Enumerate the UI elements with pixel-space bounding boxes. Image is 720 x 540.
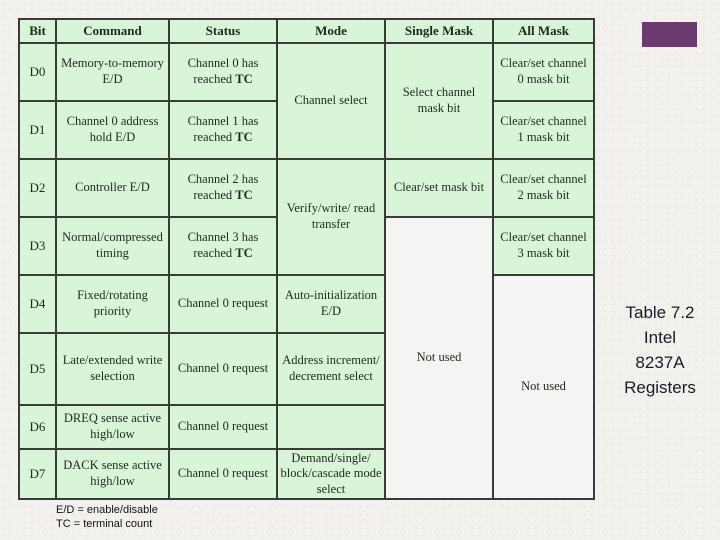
command-cell: Fixed/rotating priority bbox=[56, 275, 169, 333]
header-status: Status bbox=[169, 19, 277, 43]
status-text: Channel 0 has reached bbox=[187, 56, 259, 86]
command-cell: Memory-to-memory E/D bbox=[56, 43, 169, 101]
mode-cell bbox=[277, 405, 385, 449]
header-mode: Mode bbox=[277, 19, 385, 43]
bit-cell: D6 bbox=[19, 405, 56, 449]
header-command: Command bbox=[56, 19, 169, 43]
status-tc: TC bbox=[235, 188, 253, 202]
mode-cell: Address increment/ decrement select bbox=[277, 333, 385, 405]
register-table bbox=[18, 18, 593, 498]
status-cell: Channel 0 request bbox=[169, 405, 277, 449]
mode-cell: Auto-initialization E/D bbox=[277, 275, 385, 333]
header-row bbox=[19, 19, 594, 43]
header-all-mask: All Mask bbox=[493, 19, 594, 43]
bit-cell: D3 bbox=[19, 217, 56, 275]
single-mask-cell: Not used bbox=[385, 217, 493, 499]
footnotes bbox=[56, 503, 158, 531]
bit-cell: D5 bbox=[19, 333, 56, 405]
table-caption bbox=[604, 300, 716, 400]
header-single-mask: Single Mask bbox=[385, 19, 493, 43]
status-cell bbox=[169, 43, 277, 101]
status-text: Channel 3 has reached bbox=[187, 230, 259, 260]
accent-box bbox=[642, 22, 697, 47]
all-mask-cell: Clear/set channel 3 mask bit bbox=[493, 217, 594, 275]
caption-line: 8237A bbox=[635, 353, 685, 372]
command-cell: Controller E/D bbox=[56, 159, 169, 217]
register-table-grid bbox=[18, 18, 595, 500]
command-cell: Normal/compressed timing bbox=[56, 217, 169, 275]
all-mask-cell: Clear/set channel 2 mask bit bbox=[493, 159, 594, 217]
footnote-tc: TC = terminal count bbox=[56, 518, 153, 530]
caption-line: Intel bbox=[643, 328, 677, 347]
bit-cell: D0 bbox=[19, 43, 56, 101]
status-cell: Channel 0 request bbox=[169, 449, 277, 499]
bit-cell: D7 bbox=[19, 449, 56, 499]
status-cell: Channel 0 request bbox=[169, 275, 277, 333]
status-tc: TC bbox=[235, 246, 253, 260]
command-cell: DACK sense active high/low bbox=[56, 449, 169, 499]
table-row-d2 bbox=[19, 159, 594, 217]
all-mask-cell: Not used bbox=[493, 275, 594, 499]
all-mask-cell: Clear/set channel 0 mask bit bbox=[493, 43, 594, 101]
mode-cell: Channel select bbox=[277, 43, 385, 159]
status-cell bbox=[169, 101, 277, 159]
single-mask-cell: Clear/set mask bit bbox=[385, 159, 493, 217]
header-bit: Bit bbox=[19, 19, 56, 43]
all-mask-cell: Clear/set channel 1 mask bit bbox=[493, 101, 594, 159]
footnote-ed: E/D = enable/disable bbox=[56, 504, 158, 516]
mode-cell: Demand/single/ block/cascade mode select bbox=[277, 449, 385, 499]
caption-line: Table 7.2 bbox=[625, 303, 695, 322]
status-text: Channel 1 has reached bbox=[187, 114, 259, 144]
bit-cell: D4 bbox=[19, 275, 56, 333]
status-cell bbox=[169, 217, 277, 275]
command-cell: Late/extended write selection bbox=[56, 333, 169, 405]
command-cell: Channel 0 address hold E/D bbox=[56, 101, 169, 159]
caption-line: Registers bbox=[624, 378, 696, 397]
status-tc: TC bbox=[235, 130, 253, 144]
table-row-d4 bbox=[19, 275, 594, 333]
status-text: Channel 2 has reached bbox=[187, 172, 259, 202]
mode-cell: Verify/write/ read transfer bbox=[277, 159, 385, 275]
single-mask-cell: Select channel mask bit bbox=[385, 43, 493, 159]
command-cell: DREQ sense active high/low bbox=[56, 405, 169, 449]
table-row-d0 bbox=[19, 43, 594, 101]
status-cell: Channel 0 request bbox=[169, 333, 277, 405]
status-cell bbox=[169, 159, 277, 217]
bit-cell: D1 bbox=[19, 101, 56, 159]
bit-cell: D2 bbox=[19, 159, 56, 217]
status-tc: TC bbox=[235, 72, 253, 86]
